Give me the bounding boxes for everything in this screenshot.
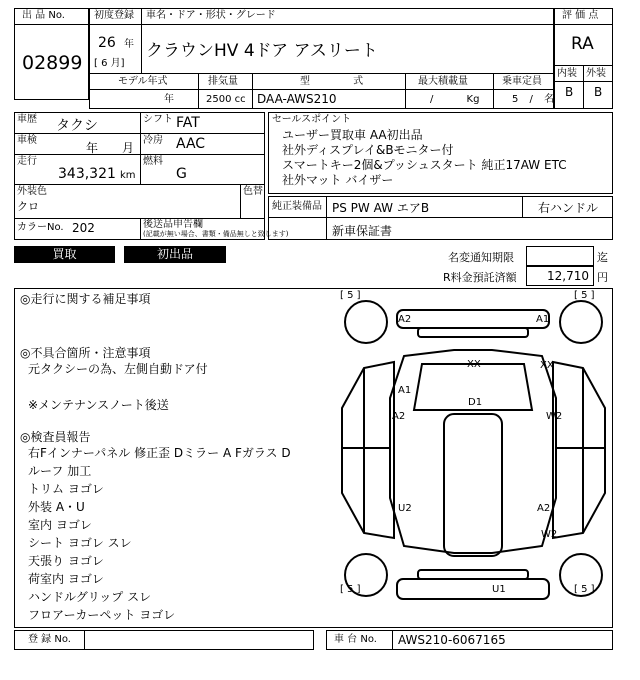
ac-label: 冷房 — [143, 135, 163, 146]
sales-point-line: 社外マット バイザー — [282, 173, 394, 187]
chassis-number-label: 車 台 No. — [334, 634, 377, 645]
history-label: 車歴 — [17, 114, 37, 125]
sales-point-label: セールスポイント — [272, 114, 352, 125]
damage-mark: W2 — [546, 411, 563, 422]
model-year-label: モデル年式 — [118, 76, 168, 87]
capacity-label: 乗車定員 — [502, 76, 542, 87]
sales-point-line: ユーザー買取車 AA初出品 — [282, 128, 423, 142]
name-change-unit: 迄 — [597, 251, 608, 264]
buy-tag: 買取 — [14, 246, 115, 263]
inspector-line: フロアーカーペット ヨゴレ — [28, 608, 176, 622]
name-change-label: 名変通知期限 — [448, 251, 514, 264]
history-value: タクシ — [56, 118, 98, 134]
sales-point-line: 社外ディスプレイ&Bモニター付 — [282, 143, 454, 157]
registration-number-label: 登 録 No. — [28, 634, 71, 645]
fuel-label: 燃料 — [143, 156, 163, 167]
steering-value: 右ハンドル — [538, 201, 599, 215]
first-registration-month: [ 6 月] — [94, 58, 125, 69]
first-registration-year: 26 — [98, 35, 116, 51]
recycle-fee-value: 12,710 — [547, 269, 589, 283]
damage-mark: A2 — [537, 503, 551, 514]
exterior-color-value: クロ — [17, 200, 39, 213]
model-code: DAA-AWS210 — [257, 92, 337, 106]
grade-value: RA — [571, 34, 594, 54]
damage-mark: A2 — [392, 411, 406, 422]
color-change-label: 色替 — [243, 186, 263, 197]
inspector-line: トリム ヨゴレ — [28, 482, 104, 496]
interior-grade: B — [565, 85, 574, 99]
mileage-label: 走行 — [17, 156, 37, 167]
model-year-value: 年 — [164, 94, 174, 105]
car-name: クラウンHV 4ドア アスリート — [146, 41, 378, 61]
aftermarket-label: 後送品申告欄 — [143, 219, 203, 230]
damage-mark: A1 — [398, 385, 412, 396]
damage-mark: W2 — [541, 529, 558, 540]
color-number-value: 202 — [72, 221, 95, 235]
inspector-line: 右Fインナーパネル 修正歪 Dミラー A Fガラス D — [28, 446, 291, 460]
max-load-label: 最大積載量 — [418, 76, 468, 87]
damage-mark: U1 — [492, 584, 506, 595]
inspector-line: 荷室内 ヨゴレ — [28, 572, 104, 586]
exterior-color-label: 外装色 — [17, 186, 47, 197]
chassis-number-value: AWS210-6067165 — [398, 633, 506, 647]
inspector-line: 天張り ヨゴレ — [28, 554, 104, 568]
first-registration-label: 初度登録 — [94, 10, 134, 21]
inspection-label: 車検 — [17, 135, 37, 146]
damage-mark: A2 — [398, 314, 412, 325]
damage-mark: U2 — [398, 503, 412, 514]
tire-tread-label: [ 5 ] — [574, 584, 595, 595]
defects-header: ◎不具合箇所・注意事項 — [20, 346, 151, 360]
year-unit: 年 — [124, 39, 134, 50]
inspector-line: ルーフ 加工 — [28, 464, 92, 478]
mileage-value: 343,321 — [58, 166, 116, 182]
inspection-year: 年 — [86, 141, 99, 155]
model-code-label: 型 式 — [300, 76, 364, 87]
aftermarket-note: (記載が無い場合、書類・備品無しと致します) — [143, 230, 289, 238]
car-damage-diagram — [334, 288, 613, 628]
mileage-unit: km — [120, 170, 136, 181]
recycle-fee-box — [526, 266, 594, 286]
tire-tread-label: [ 5 ] — [574, 290, 595, 301]
defect-line: ※メンテナンスノート後送 — [28, 398, 169, 412]
lot-number: 02899 — [22, 52, 83, 74]
car-outline-icon — [334, 288, 613, 628]
damage-mark: D1 — [468, 397, 483, 408]
ac-value: AAC — [176, 136, 206, 152]
shift-value: FAT — [176, 115, 200, 131]
tire-tread-label: [ 5 ] — [340, 584, 361, 595]
defect-line: 元タクシーの為、左側自動ドア付 — [28, 362, 208, 376]
grade-label: 評 価 点 — [562, 10, 599, 21]
recycle-fee-unit: 円 — [597, 271, 608, 284]
fuel-value: G — [176, 166, 187, 182]
inspector-line: 外装 A・U — [28, 500, 85, 514]
displacement-label: 排気量 — [208, 76, 238, 87]
inspector-line: 室内 ヨゴレ — [28, 518, 92, 532]
genuine-equipment-value: PS PW AW エアB — [332, 201, 430, 215]
exterior-grade-label: 外装 — [586, 68, 606, 79]
warranty-value: 新車保証書 — [332, 224, 393, 238]
max-load-value: / Kg — [430, 94, 480, 105]
inspection-month: 月 — [122, 141, 135, 155]
color-number-label: カラーNo. — [17, 222, 64, 233]
inspector-line: シート ヨゴレ スレ — [28, 536, 132, 550]
inspector-report-header: ◎検査員報告 — [20, 430, 91, 444]
first-listing-tag: 初出品 — [124, 246, 226, 263]
shift-label: シフト — [143, 114, 173, 125]
car-name-label: 車名・ドア・形状・グレード — [146, 10, 276, 21]
lot-number-label: 出 品 No. — [22, 10, 65, 21]
exterior-grade: B — [594, 85, 603, 99]
damage-mark: A1 — [536, 314, 550, 325]
interior-grade-label: 内装 — [557, 68, 577, 79]
displacement-value: 2500 cc — [206, 94, 246, 105]
damage-mark: XX — [540, 360, 554, 371]
capacity-value: 5 / 名 — [512, 94, 555, 105]
inspector-line: ハンドルグリップ スレ — [28, 590, 152, 604]
name-change-value-box — [526, 246, 594, 266]
sales-point-line: スマートキー2個&プッシュスタート 純正17AW ETC — [282, 158, 567, 172]
damage-mark: XX — [467, 359, 481, 370]
tire-tread-label: [ 5 ] — [340, 290, 361, 301]
genuine-equipment-label: 純正装備品 — [272, 201, 322, 212]
recycle-fee-label: R料金預託済額 — [443, 271, 517, 284]
driving-notes-header: ◎走行に関する補足事項 — [20, 292, 151, 306]
